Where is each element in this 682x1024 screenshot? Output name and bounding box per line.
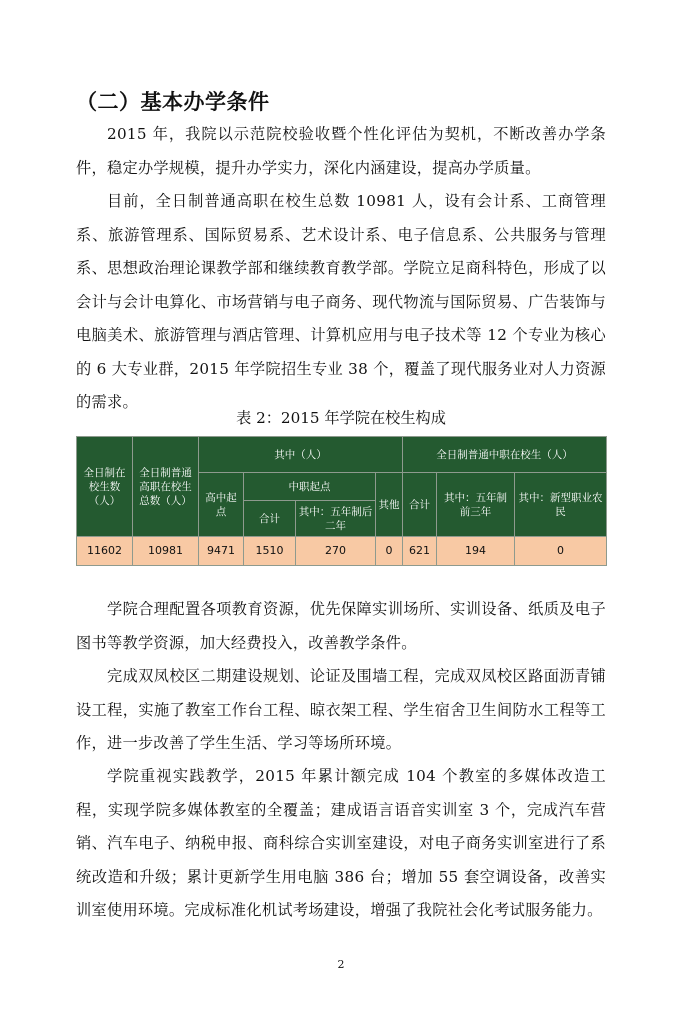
enrollment-table xyxy=(76,436,607,566)
header-of-which: 其中（人） xyxy=(199,437,403,473)
table-caption: 表 2：2015 年学院在校生构成 xyxy=(236,409,446,427)
cell-ms-five-year: 270 xyxy=(296,537,376,566)
header-ms-five-year: 其中：五年制后二年 xyxy=(296,501,376,537)
section-heading: （二）基本办学条件 xyxy=(76,90,270,114)
paragraph-practice: 学院重视实践教学，2015 年累计额完成 104 个教室的多媒体改造工程，实现学院多媒体教室的全覆盖；建成语言语音实训室 3 个，完成汽车营销、汽车电子、纳税申报、商科综合实训室建设，对电子商务实训室进行了系统改造和升级；累计更新学生用电脑 386 台；增加 55 套空调设备，改善实训室使用环境。完成标准化机试考场建设，增强了我院社会化考试服务能力。 xyxy=(76,767,606,919)
cell-higher-total: 10981 xyxy=(133,537,199,566)
header-other: 其他 xyxy=(376,473,403,537)
header-sec-new-farmer: 其中：新型职业农民 xyxy=(515,473,607,537)
header-ms-subtotal: 合计 xyxy=(244,501,296,537)
cell-sec-five-year: 194 xyxy=(437,537,515,566)
paragraph-resources: 学院合理配置各项教育资源，优先保障实训场所、实训设备、纸质及电子图书等教学资源，加大经费投入，改善教学条件。 xyxy=(76,600,606,652)
paragraph-intro: 2015 年，我院以示范院校验收暨个性化评估为契机，不断改善办学条件，稳定办学规模，提升办学实力，深化内涵建设，提高办学质量。 xyxy=(76,125,606,177)
header-sec-five-year: 其中：五年制前三年 xyxy=(437,473,515,537)
header-ms-start: 中职起点 xyxy=(244,473,376,501)
cell-sec-new-farmer: 0 xyxy=(515,537,607,566)
header-sec-total: 合计 xyxy=(403,473,437,537)
cell-hs-start: 9471 xyxy=(199,537,244,566)
header-total: 全日制在校生数（人） xyxy=(77,437,133,537)
cell-sec-total: 621 xyxy=(403,537,437,566)
cell-total: 11602 xyxy=(77,537,133,566)
table-row xyxy=(77,537,607,566)
header-higher-total: 全日制普通高职在校生总数（人） xyxy=(133,437,199,537)
header-secondary-total: 全日制普通中职在校生（人） xyxy=(403,437,607,473)
page-number: 2 xyxy=(337,958,345,971)
header-hs-start: 高中起点 xyxy=(199,473,244,537)
cell-ms-subtotal: 1510 xyxy=(244,537,296,566)
paragraph-enrollment: 目前，全日制普通高职在校生总数 10981 人，设有会计系、工商管理系、旅游管理系、国际贸易系、艺术设计系、电子信息系、公共服务与管理系、思想政治理论课教学部和继续教育教学部。学院立足商科特色，形成了以会计与会计电算化、市场营销与电子商务、现代物流与国际贸易、广告装饰与电脑美术、旅游管理与酒店管理、计算机应用与电子技术等 12 个专业为核心的 6 大专业群，2015 年学院招生专业 38 个，覆盖了现代服务业对人力资源的需求。 xyxy=(76,192,606,411)
paragraph-campus: 完成双凤校区二期建设规划、论证及围墙工程，完成双凤校区路面沥青铺设工程，实施了教室工作台工程、晾衣架工程、学生宿舍卫生间防水工程等工作，进一步改善了学生生活、学习等场所环境。 xyxy=(76,667,606,752)
cell-other: 0 xyxy=(376,537,403,566)
